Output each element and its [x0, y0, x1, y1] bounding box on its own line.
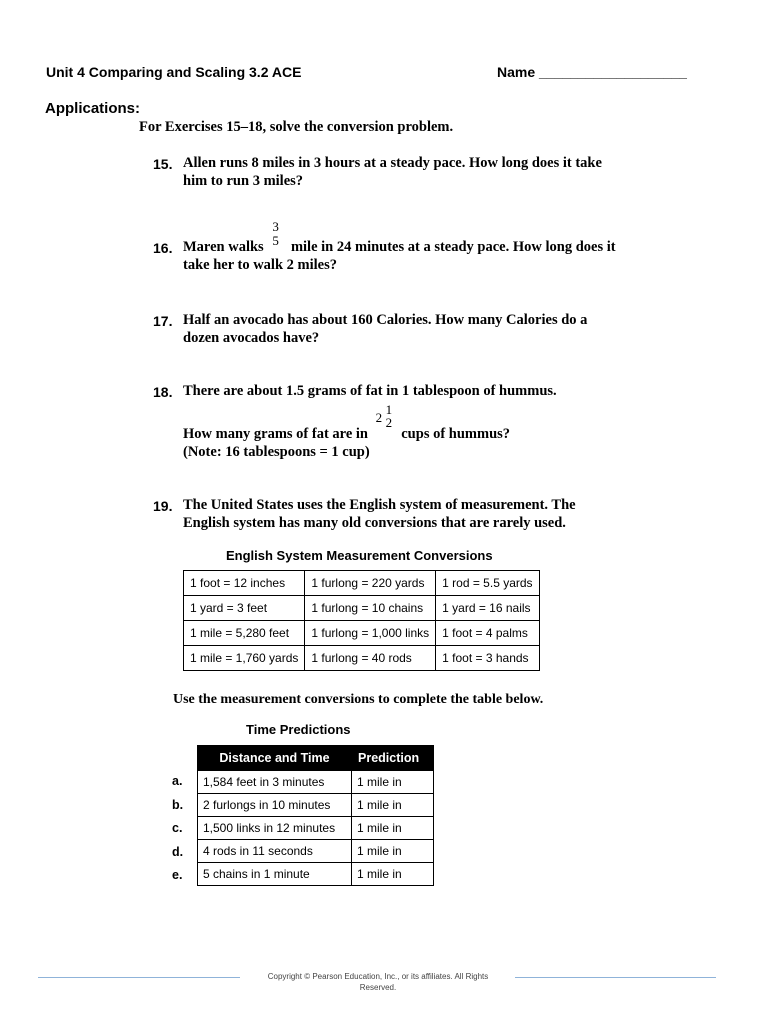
- predictions-header-row: [198, 746, 434, 771]
- question-number-19: 19.: [153, 498, 173, 514]
- conversion-cell: 1 foot = 4 palms: [436, 621, 539, 646]
- conversion-cell: 1 mile = 5,280 feet: [184, 621, 305, 646]
- question-18-line-1: There are about 1.5 grams of fat in 1 tablespoon of hummus.: [183, 383, 557, 399]
- exercise-instruction: For Exercises 15–18, solve the conversion problem.: [139, 119, 454, 135]
- distance-time-cell: 4 rods in 11 seconds: [198, 840, 352, 863]
- question-number-15: 15.: [153, 156, 173, 172]
- prediction-row-label: e.: [172, 868, 183, 882]
- footer-rule-left: [38, 977, 240, 978]
- prediction-cell[interactable]: 1 mile in: [352, 817, 434, 840]
- question-17-line-1: Half an avocado has about 160 Calories. How many Calories do a: [183, 312, 588, 328]
- question-16-suffix: mile in 24 minutes at a steady pace. How long does it: [290, 239, 616, 255]
- footer-rule-right: [515, 977, 716, 978]
- fraction-numerator: 3: [272, 219, 279, 234]
- question-number-17: 17.: [153, 313, 173, 329]
- fraction-three-fifths: [267, 219, 287, 256]
- conversions-table-body: [184, 571, 540, 671]
- prediction-row: [198, 771, 434, 794]
- conversion-cell: 1 yard = 3 feet: [184, 596, 305, 621]
- prediction-row: [198, 817, 434, 840]
- question-19-line-1: The United States uses the English system of measurement. The: [183, 497, 576, 513]
- conversions-table: [183, 570, 540, 671]
- question-19-line-2: English system has many old conversions that are rarely used.: [183, 515, 566, 531]
- prediction-row-label: b.: [172, 797, 184, 812]
- question-15-line-1: Allen runs 8 miles in 3 hours at a steady pace. How long does it take: [183, 155, 602, 171]
- distance-time-cell: 2 furlongs in 10 minutes: [198, 794, 352, 817]
- predictions-table: [197, 745, 434, 886]
- conversion-cell: 1 furlong = 10 chains: [305, 596, 436, 621]
- copyright-notice: Copyright © Pearson Education, Inc., or its affiliates. All Rights Reserved.: [267, 972, 489, 992]
- question-18-suffix: cups of hummus?: [401, 426, 511, 442]
- mixed-whole: 2: [375, 410, 383, 425]
- conversion-cell: 1 rod = 5.5 yards: [436, 571, 539, 596]
- question-15-text: [183, 154, 623, 190]
- question-18-note: (Note: 16 tablespoons = 1 cup): [183, 444, 370, 460]
- name-field-label: Name ___________________: [497, 64, 687, 80]
- prediction-cell[interactable]: 1 mile in: [352, 840, 434, 863]
- conversion-cell: 1 yard = 16 nails: [436, 596, 539, 621]
- header-distance-and-time: Distance and Time: [198, 746, 352, 771]
- conversion-row: [184, 621, 540, 646]
- question-number-18: 18.: [153, 384, 173, 400]
- question-18-line-2: [183, 402, 623, 443]
- prediction-row: [198, 840, 434, 863]
- conversion-row: [184, 596, 540, 621]
- distance-time-cell: 1,584 feet in 3 minutes: [198, 771, 352, 794]
- prediction-row: [198, 863, 434, 886]
- question-16-prefix: Maren walks: [183, 239, 264, 255]
- worksheet-title: Unit 4 Comparing and Scaling 3.2 ACE: [46, 64, 302, 80]
- conversion-cell: 1 foot = 12 inches: [184, 571, 305, 596]
- conversion-cell: 1 furlong = 220 yards: [305, 571, 436, 596]
- header-prediction: Prediction: [352, 746, 434, 771]
- fraction-denominator: 5: [272, 233, 279, 248]
- conversions-table-caption: English System Measurement Conversions: [226, 548, 493, 563]
- question-number-16: 16.: [153, 240, 173, 256]
- prediction-row-label: d.: [172, 844, 184, 859]
- section-heading: Applications:: [45, 100, 141, 117]
- question-16-text: [183, 219, 643, 274]
- distance-time-cell: 1,500 links in 12 minutes: [198, 817, 352, 840]
- question-16-line-2: take her to walk 2 miles?: [183, 257, 337, 273]
- mixed-number-two-and-a-half: [372, 402, 398, 443]
- prediction-row-label: c.: [172, 821, 183, 835]
- conversion-cell: 1 foot = 3 hands: [436, 646, 539, 671]
- prediction-cell[interactable]: 1 mile in: [352, 863, 434, 886]
- conversion-row: [184, 646, 540, 671]
- mixed-denominator: 2: [385, 415, 393, 430]
- conversion-cell: 1 furlong = 40 rods: [305, 646, 436, 671]
- prediction-cell[interactable]: 1 mile in: [352, 794, 434, 817]
- prediction-row: [198, 794, 434, 817]
- question-16-line-1: [183, 219, 643, 256]
- prediction-row-label: a.: [172, 774, 183, 788]
- question-15-line-2: him to run 3 miles?: [183, 173, 304, 189]
- conversion-cell: 1 mile = 1,760 yards: [184, 646, 305, 671]
- prediction-cell[interactable]: 1 mile in: [352, 771, 434, 794]
- conversion-row: [184, 571, 540, 596]
- predictions-instruction: Use the measurement conversions to complete the table below.: [173, 692, 544, 707]
- question-19-text: [183, 496, 623, 532]
- question-17-text: [183, 311, 623, 347]
- question-17-line-2: dozen avocados have?: [183, 330, 320, 346]
- question-18-prefix: How many grams of fat are in: [183, 426, 368, 442]
- conversion-cell: 1 furlong = 1,000 links: [305, 621, 436, 646]
- predictions-table-caption: Time Predictions: [246, 722, 351, 737]
- predictions-table-body: [198, 771, 434, 886]
- distance-time-cell: 5 chains in 1 minute: [198, 863, 352, 886]
- mixed-numerator: 1: [385, 402, 393, 417]
